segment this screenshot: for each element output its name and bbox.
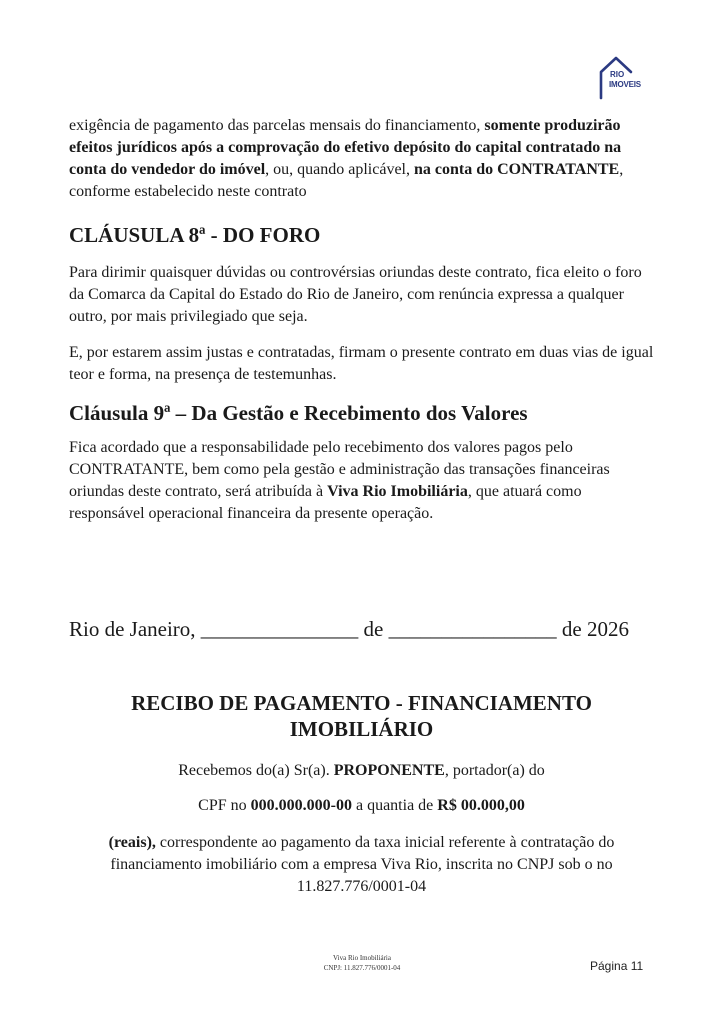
clause-8-title: CLÁUSULA 8ª - DO FORO xyxy=(69,223,321,247)
footer-company-name: Viva Rio Imobiliária xyxy=(333,954,391,962)
clause-9-title: Cláusula 9ª – Da Gestão e Recebimento dos Valores xyxy=(69,401,528,425)
company-logo xyxy=(598,54,652,100)
clause-8-paragraph: Para dirimir quaisquer dúvidas ou controvérsias oriundas deste contrato, fica eleito o foro da Comarca da Capital do Estado do Rio de Janeiro, com renúncia expressa a qualquer outro, por mais privilegiado que seja. xyxy=(69,264,642,325)
receipt-line-proponent: Recebemos do(a) Sr(a). PROPONENTE, portador(a) do xyxy=(178,762,545,779)
receipt-title: RECIBO DE PAGAMENTO - FINANCIAMENTO IMOBILIÁRIO xyxy=(131,691,592,741)
page-number: Página 11 xyxy=(590,959,644,973)
paragraph-payment-conditions: exigência de pagamento das parcelas mensais do financiamento, somente produzirão efeitos jurídicos após a comprovação do efetivo depósito do capital contratado na conta do vendedor do imóvel, ou, quando aplicável, na conta do CONTRATANTE, conforme estabelecido neste contrato xyxy=(69,117,624,200)
signature-date-line: Rio de Janeiro, _______________ de ________________ de 2026 xyxy=(69,617,629,641)
clause-9-paragraph: Fica acordado que a responsabilidade pelo recebimento dos valores pagos pelo CONTRATANTE, bem como pela gestão e administração das transações financeiras oriundas deste contrato, será atribuída à Viva Rio Imobiliária, que atuará como responsável operacional financeira da presente operação. xyxy=(69,439,610,522)
receipt-line-description: (reais), correspondente ao pagamento da taxa inicial referente à contratação do financiamento imobiliário com a empresa Viva Rio, inscrita no CNPJ sob o no 11.827.776/0001-04 xyxy=(108,834,615,895)
contract-body xyxy=(69,115,654,525)
house-roof-icon xyxy=(598,54,652,100)
footer-cnpj: CNPJ: 11.827.776/0001-04 xyxy=(323,964,401,972)
logo-text-rio: RIO xyxy=(610,70,625,79)
footer-company-info xyxy=(262,953,462,973)
closing-paragraph: E, por estarem assim justas e contratadas, firmam o presente contrato em duas vias de igual teor e forma, na presença de testemunhas. xyxy=(69,344,654,383)
receipt-line-amount: CPF no 000.000.000-00 a quantia de R$ 00.000,00 xyxy=(198,797,525,814)
logo-text-imoveis: IMOVEIS xyxy=(609,80,641,89)
